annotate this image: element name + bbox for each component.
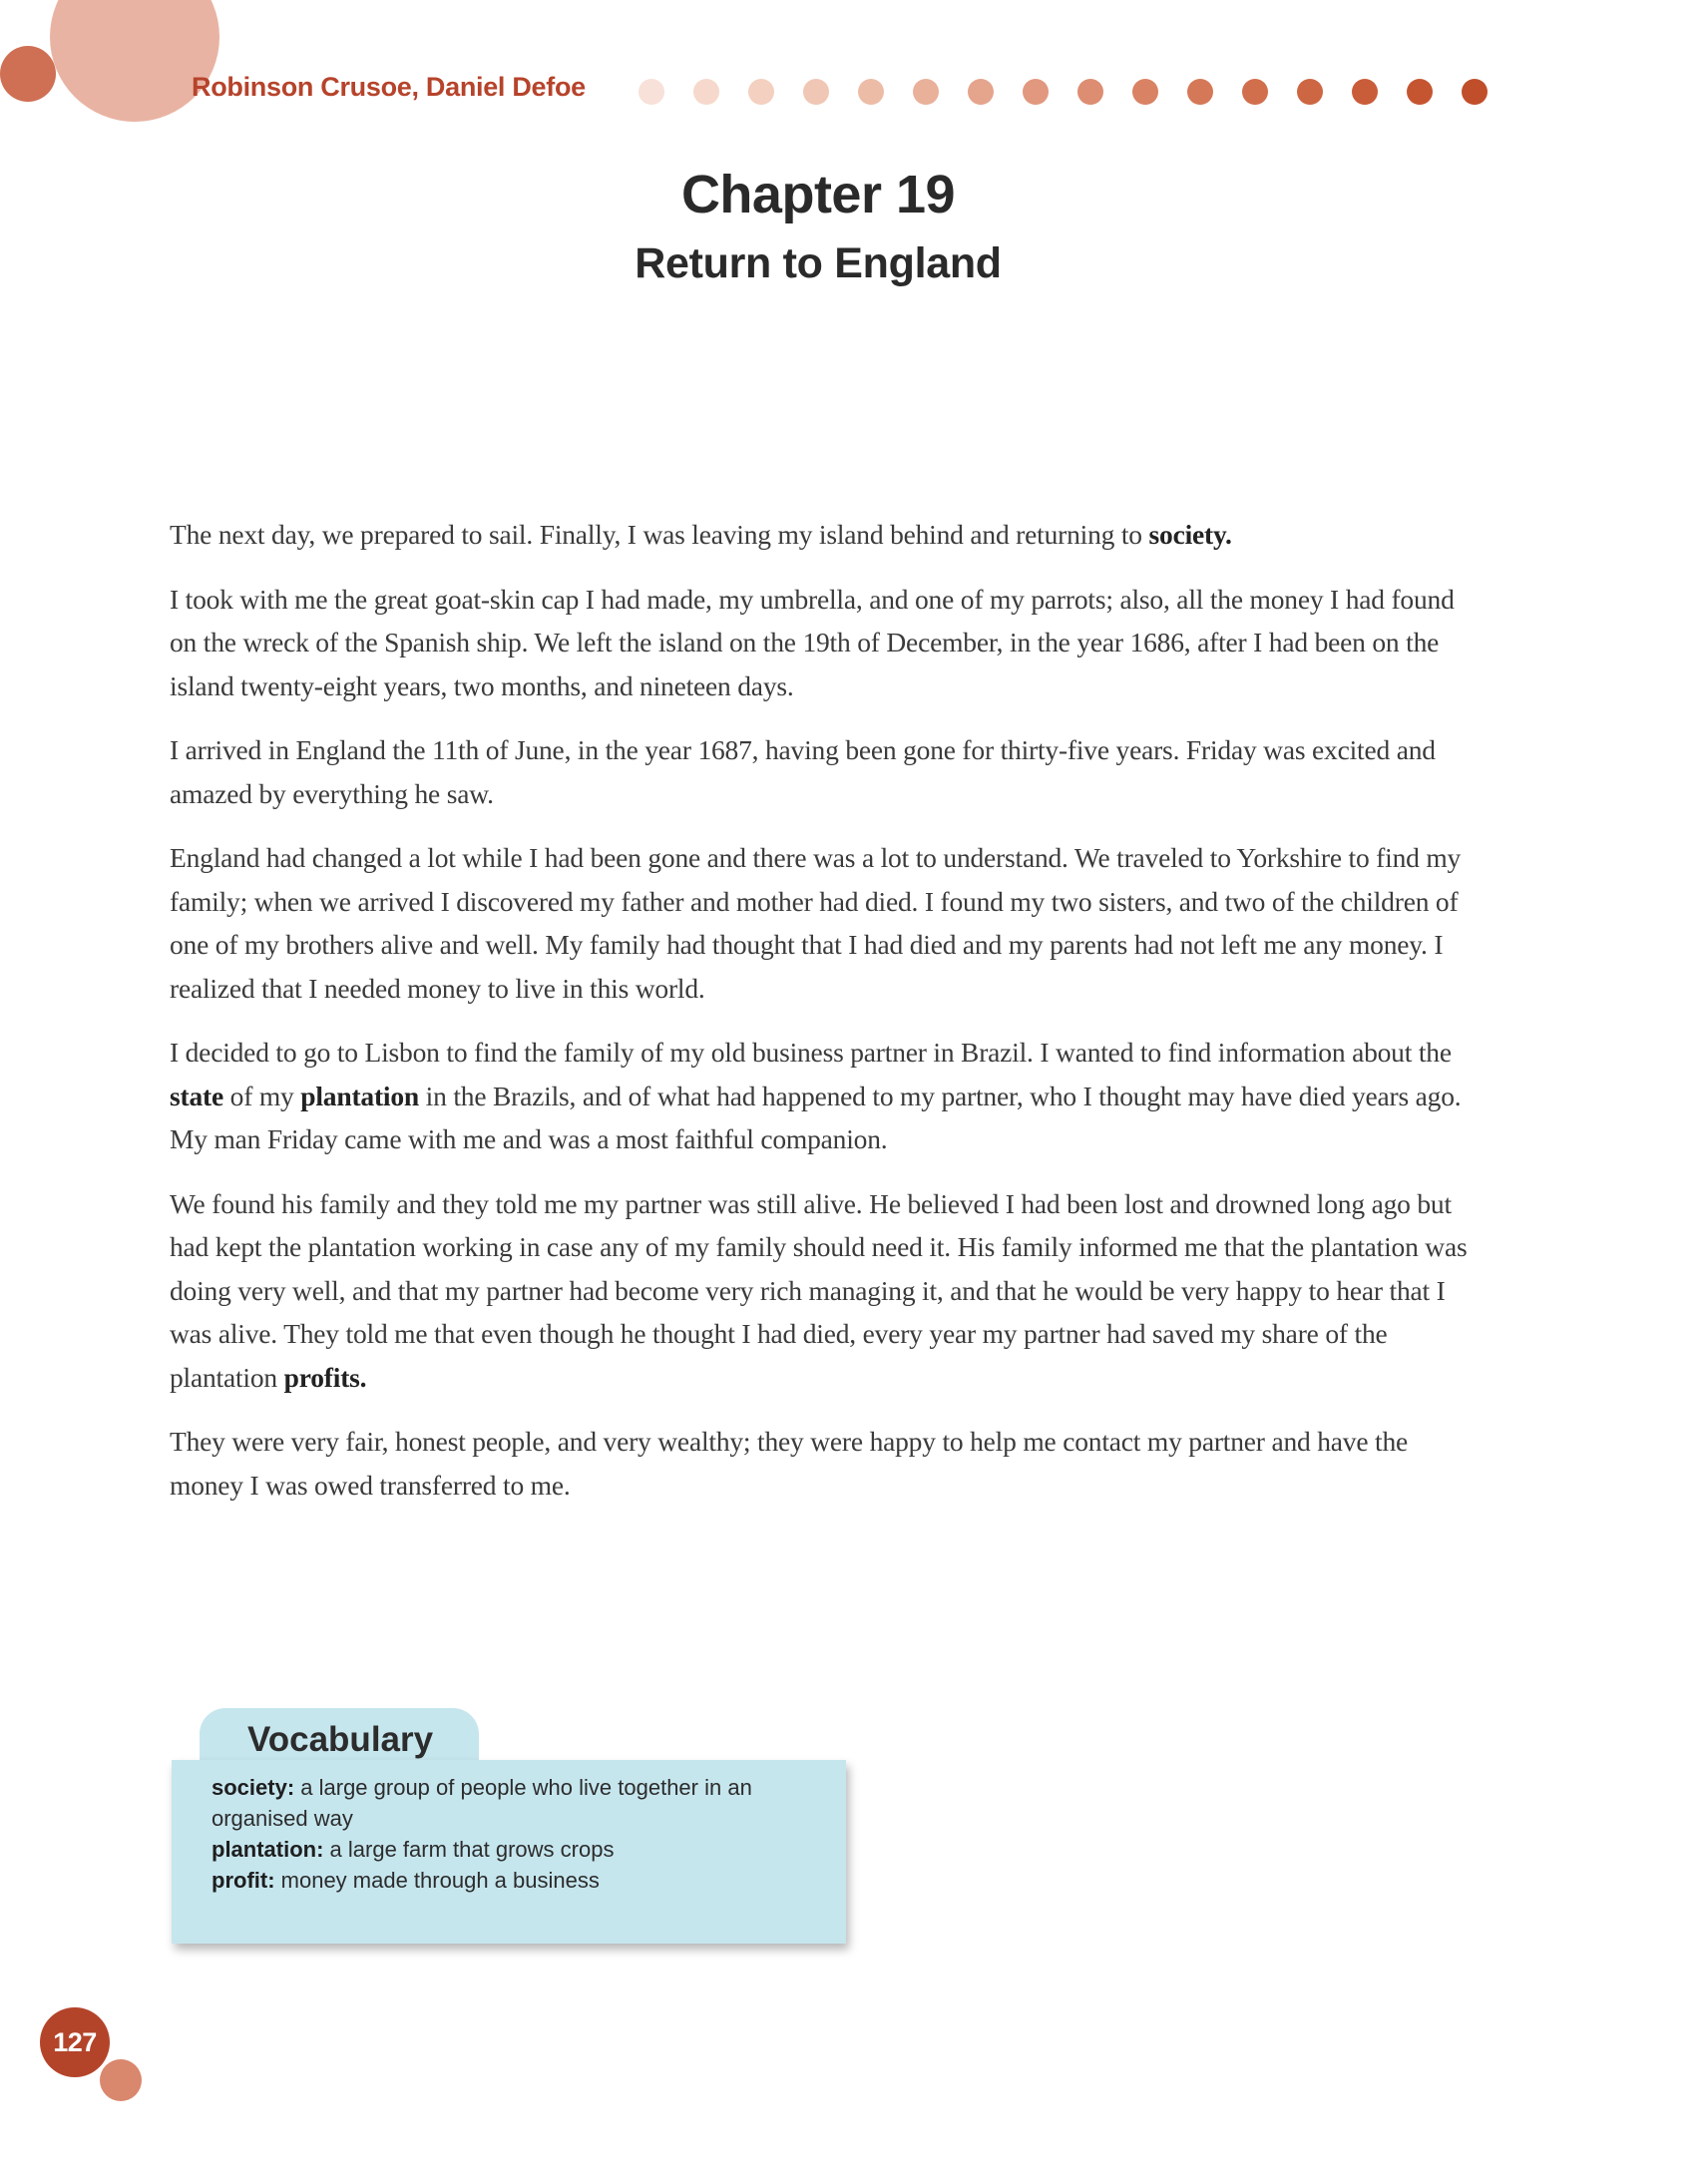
decorative-circle-large [50, 0, 219, 122]
chapter-title: Chapter 19 [680, 165, 956, 224]
decorative-dot [968, 79, 994, 105]
paragraph-text: in the Brazils, and of what had happened to my partner, who I thought may have died years ago. My man Friday came with me and was a most faithful companion. [170, 1080, 1462, 1154]
decorative-dot [748, 79, 774, 105]
decorative-dot [803, 79, 829, 105]
decorative-dot [1187, 79, 1213, 105]
vocabulary-box [172, 1760, 846, 1944]
decorative-dot-row [639, 79, 1488, 105]
decorative-dot [858, 79, 884, 105]
decorative-dot [1023, 79, 1049, 105]
decorative-dot [1462, 79, 1488, 105]
vocab-definition: a large group of people who live together in an organised way [212, 1775, 752, 1831]
paragraph-text: The next day, we prepared to sail. Finally, I was leaving my island behind and returning to [170, 519, 1149, 550]
decorative-dot [1407, 79, 1433, 105]
paragraph: They were very fair, honest people, and very wealthy; they were happy to help me contact my partner and have the money I was owed transferred to me. [170, 1426, 1409, 1501]
decorative-dot [1077, 79, 1103, 105]
decorative-circle-small [0, 46, 56, 102]
vocab-highlight: profits. [283, 1361, 367, 1393]
vocab-definition: a large farm that grows crops [323, 1837, 615, 1862]
decorative-dot [1352, 79, 1378, 105]
decorative-circle-page [100, 2059, 142, 2101]
paragraph: I took with me the great goat-skin cap I had made, my umbrella, and one of my parrots; also, all the money I had found on the wreck of the Spanish ship. We left the island on the 19th of December, in the year 1686, after I had been on the island twenty-eight years, two months, and nineteen days. [170, 583, 1455, 701]
vocab-definition: money made through a business [274, 1868, 600, 1893]
paragraph-text: We found his family and they told me my partner was still alive. He believed I had been lost and drowned long ago but had kept the plantation working in case any of my family should need it. His family informed me that the plantation was doing very well, and that my partner had become very rich managing it, and that he would be very happy to hear that I was alive. They told me that even though he thought I had died, every year my partner had saved my share of the plantation [170, 1187, 1468, 1393]
paragraph [170, 513, 1477, 557]
decorative-dot [1242, 79, 1268, 105]
paragraph [170, 1031, 1477, 1161]
decorative-dot [1132, 79, 1158, 105]
paragraph-text: I decided to go to Lisbon to find the family of my old business partner in Brazil. I wanted to find information about the [170, 1037, 1452, 1068]
page-number: 127 [40, 2007, 110, 2077]
chapter-subtitle: Return to England [635, 239, 1002, 287]
vocab-entry [212, 1834, 826, 1865]
vocab-entry [212, 1865, 826, 1896]
vocab-highlight: plantation [300, 1080, 419, 1111]
paragraph: I arrived in England the 11th of June, in the year 1687, having been gone for thirty-five years. Friday was excited and amazed by everything he saw. [170, 734, 1436, 809]
vocab-term: society: [212, 1775, 295, 1800]
paragraph [170, 1182, 1477, 1400]
decorative-dot [693, 79, 719, 105]
paragraph-text: of my [222, 1080, 301, 1111]
vocab-entry [212, 1772, 826, 1834]
vocabulary-heading: Vocabulary [200, 1708, 479, 1768]
vocab-term: profit: [212, 1868, 275, 1893]
decorative-dot [1297, 79, 1323, 105]
vocab-highlight: state [170, 1080, 223, 1111]
chapter-body [170, 513, 1477, 1528]
decorative-dot [913, 79, 939, 105]
vocab-highlight: society. [1148, 519, 1232, 550]
paragraph: England had changed a lot while I had been gone and there was a lot to understand. We traveled to Yorkshire to find my family; when we arrived I discovered my father and mother had died. I found my two sisters, and two of the children of one of my brothers alive and well. My family had thought that I had died and my parents had not left me any money. I realized that I needed money to live in this world. [170, 842, 1462, 1004]
running-head: Robinson Crusoe, Daniel Defoe [192, 72, 586, 102]
vocab-term: plantation: [212, 1837, 324, 1862]
decorative-dot [639, 79, 664, 105]
